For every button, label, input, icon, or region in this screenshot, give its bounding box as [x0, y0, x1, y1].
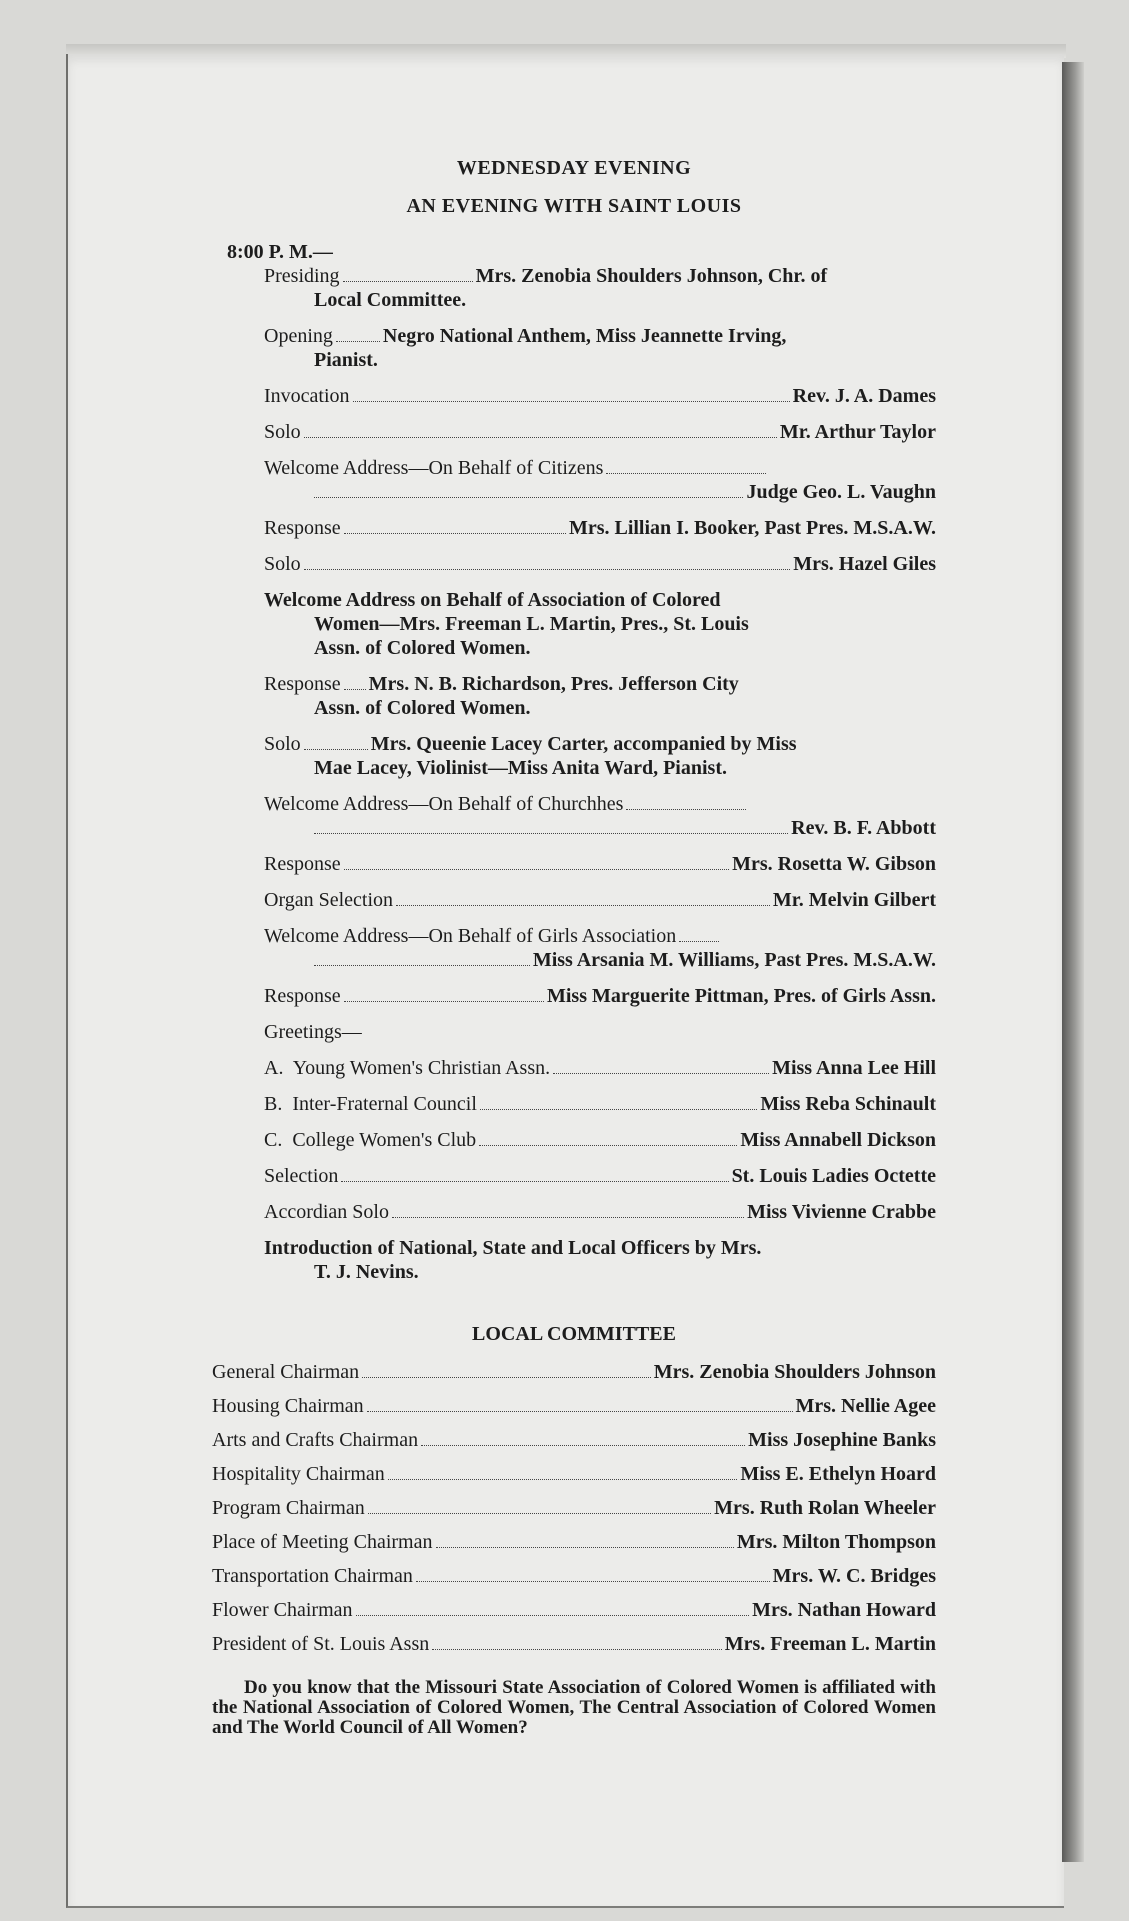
committee-member: Mrs. Milton Thompson [736, 1531, 936, 1553]
welcome-churches-label: Welcome Address—On Behalf of Churchhes [264, 793, 624, 815]
leader-dots [388, 1479, 738, 1480]
leader-dots [479, 1145, 737, 1146]
leader-dots [344, 1001, 544, 1002]
selection-label: Selection [264, 1165, 339, 1187]
leader-dots [436, 1547, 734, 1548]
program-time: 8:00 P. M.— [227, 241, 333, 263]
organ-value: Mr. Melvin Gilbert [772, 889, 936, 911]
response3-label: Response [264, 853, 341, 875]
greeting-a-label: A. Young Women's Christian Assn. [264, 1057, 551, 1079]
committee-role: Housing Chairman [212, 1395, 364, 1417]
response4-item [264, 984, 936, 1008]
leader-dots [304, 437, 777, 438]
leader-dots [304, 749, 368, 750]
leader-dots [314, 497, 743, 498]
selection-value: St. Louis Ladies Octette [731, 1165, 936, 1187]
committee-row [212, 1496, 936, 1520]
leader-dots [432, 1649, 722, 1650]
response2-label: Response [264, 673, 341, 695]
leader-dots [367, 1411, 793, 1412]
response1-item [264, 516, 936, 540]
welcome-churches-item [264, 792, 936, 840]
selection-item [264, 1164, 936, 1188]
invocation-value: Rev. J. A. Dames [792, 385, 936, 407]
leader-dots [344, 533, 566, 534]
leader-dots [336, 341, 380, 342]
committee-row [212, 1598, 936, 1622]
response1-value: Mrs. Lillian I. Booker, Past Pres. M.S.A.W. [568, 517, 936, 539]
leader-dots [606, 473, 766, 474]
greeting-c-value: Miss Annabell Dickson [740, 1129, 936, 1151]
solo3-cont: Mae Lacey, Violinist—Miss Anita Ward, Pianist. [314, 757, 727, 779]
opening-item [264, 324, 936, 372]
solo2-item [264, 552, 936, 576]
committee-row [212, 1462, 936, 1486]
committee-role: General Chairman [212, 1361, 360, 1383]
welcome-citizens-item [264, 456, 936, 504]
welcome-assoc-line3: Assn. of Colored Women. [314, 637, 531, 659]
response3-value: Mrs. Rosetta W. Gibson [732, 853, 936, 875]
leader-dots [343, 281, 473, 282]
presiding-item [264, 264, 936, 312]
solo3-label: Solo [264, 733, 301, 755]
page-subtitle: AN EVENING WITH SAINT LOUIS [406, 195, 742, 217]
solo3-item [264, 732, 936, 780]
introduction-line2: T. J. Nevins. [314, 1261, 419, 1283]
committee-member: Mrs. Nellie Agee [795, 1395, 936, 1417]
committee-role: Arts and Crafts Chairman [212, 1429, 419, 1451]
presiding-cont: Local Committee. [314, 289, 467, 311]
leader-dots [314, 965, 530, 966]
presiding-value: Mrs. Zenobia Shoulders Johnson, Chr. of [475, 265, 828, 287]
leader-dots [421, 1445, 745, 1446]
leader-dots [356, 1615, 750, 1616]
leader-dots [396, 905, 770, 906]
greeting-b-label: B. Inter-Fraternal Council [264, 1093, 477, 1115]
committee-row [212, 1530, 936, 1554]
welcome-assoc-item [264, 588, 936, 660]
introduction-item [264, 1236, 936, 1284]
welcome-churches-value: Rev. B. F. Abbott [791, 817, 936, 839]
welcome-girls-item [264, 924, 936, 972]
committee-role: Program Chairman [212, 1497, 365, 1519]
greeting-a-value: Miss Anna Lee Hill [772, 1057, 936, 1079]
response3-item [264, 852, 936, 876]
committee-list [212, 1360, 936, 1656]
committee-row [212, 1564, 936, 1588]
solo1-item [264, 420, 936, 444]
committee-member: Miss Josephine Banks [748, 1429, 936, 1451]
introduction-line1: Introduction of National, State and Local Officers by Mrs. [264, 1237, 762, 1259]
committee-member: Mrs. Nathan Howard [752, 1599, 936, 1621]
committee-member: Mrs. Ruth Rolan Wheeler [714, 1497, 936, 1519]
committee-member: Mrs. Zenobia Shoulders Johnson [653, 1361, 936, 1383]
page-title: WEDNESDAY EVENING [456, 157, 692, 179]
accordian-label: Accordian Solo [264, 1201, 389, 1223]
solo2-label: Solo [264, 553, 301, 575]
greeting-b-item [264, 1092, 936, 1116]
solo1-label: Solo [264, 421, 301, 443]
committee-title: LOCAL COMMITTEE [472, 1323, 676, 1345]
accordian-value: Miss Vivienne Crabbe [747, 1201, 936, 1223]
committee-row [212, 1428, 936, 1452]
leader-dots [341, 1181, 728, 1182]
committee-member: Mrs. Freeman L. Martin [724, 1633, 936, 1655]
leader-dots [392, 1217, 744, 1218]
welcome-girls-label: Welcome Address—On Behalf of Girls Association [264, 925, 677, 947]
committee-role: Transportation Chairman [212, 1565, 413, 1587]
solo1-value: Mr. Arthur Taylor [779, 421, 936, 443]
leader-dots [314, 833, 788, 834]
invocation-label: Invocation [264, 385, 350, 407]
greeting-b-value: Miss Reba Schinault [760, 1093, 936, 1115]
committee-role: President of St. Louis Assn [212, 1633, 430, 1655]
solo3-value: Mrs. Queenie Lacey Carter, accompanied by Miss [370, 733, 797, 755]
committee-role: Place of Meeting Chairman [212, 1531, 433, 1553]
greeting-c-item [264, 1128, 936, 1152]
greeting-a-item [264, 1056, 936, 1080]
welcome-girls-value: Miss Arsania M. Williams, Past Pres. M.S.A.W. [532, 949, 936, 971]
committee-row [212, 1360, 936, 1384]
solo2-value: Mrs. Hazel Giles [793, 553, 936, 575]
committee-member: Miss E. Ethelyn Hoard [740, 1463, 936, 1485]
leader-dots [626, 809, 746, 810]
committee-member: Mrs. W. C. Bridges [772, 1565, 936, 1587]
committee-row [212, 1632, 936, 1656]
leader-dots [353, 401, 790, 402]
response1-label: Response [264, 517, 341, 539]
page-right-shadow [1062, 62, 1084, 1862]
accordian-item [264, 1200, 936, 1224]
welcome-assoc-line2: Women—Mrs. Freeman L. Martin, Pres., St. Louis [314, 613, 749, 635]
response4-label: Response [264, 985, 341, 1007]
organ-item [264, 888, 936, 912]
greetings-heading: Greetings— [264, 1021, 362, 1043]
leader-dots [553, 1073, 769, 1074]
leader-dots [344, 869, 729, 870]
leader-dots [416, 1581, 770, 1582]
leader-dots [480, 1109, 758, 1110]
opening-label: Opening [264, 325, 333, 347]
program-content [212, 156, 936, 1738]
welcome-citizens-label: Welcome Address—On Behalf of Citizens [264, 457, 604, 479]
organ-label: Organ Selection [264, 889, 394, 911]
leader-dots [679, 941, 719, 942]
response2-cont: Assn. of Colored Women. [314, 697, 531, 719]
invocation-item [264, 384, 936, 408]
opening-cont: Pianist. [314, 349, 378, 371]
opening-value: Negro National Anthem, Miss Jeannette Irving, [382, 325, 787, 347]
committee-role: Flower Chairman [212, 1599, 353, 1621]
welcome-assoc-line1: Welcome Address on Behalf of Association of Colored [264, 589, 721, 611]
response2-item [264, 672, 936, 720]
presiding-label: Presiding [264, 265, 340, 287]
closing-note: Do you know that the Missouri State Association of Colored Women is affiliated with the National Association of Colored Women, The Central Association of Colored Women and The World Council of All Women? [212, 1677, 936, 1738]
leader-dots [368, 1513, 711, 1514]
committee-role: Hospitality Chairman [212, 1463, 385, 1485]
leader-dots [344, 689, 366, 690]
greeting-c-label: C. College Women's Club [264, 1129, 477, 1151]
welcome-citizens-value: Judge Geo. L. Vaughn [746, 481, 936, 503]
leader-dots [304, 569, 791, 570]
committee-row [212, 1394, 936, 1418]
response4-value: Miss Marguerite Pittman, Pres. of Girls Assn. [546, 985, 936, 1007]
leader-dots [362, 1377, 651, 1378]
response2-value: Mrs. N. B. Richardson, Pres. Jefferson City [368, 673, 739, 695]
